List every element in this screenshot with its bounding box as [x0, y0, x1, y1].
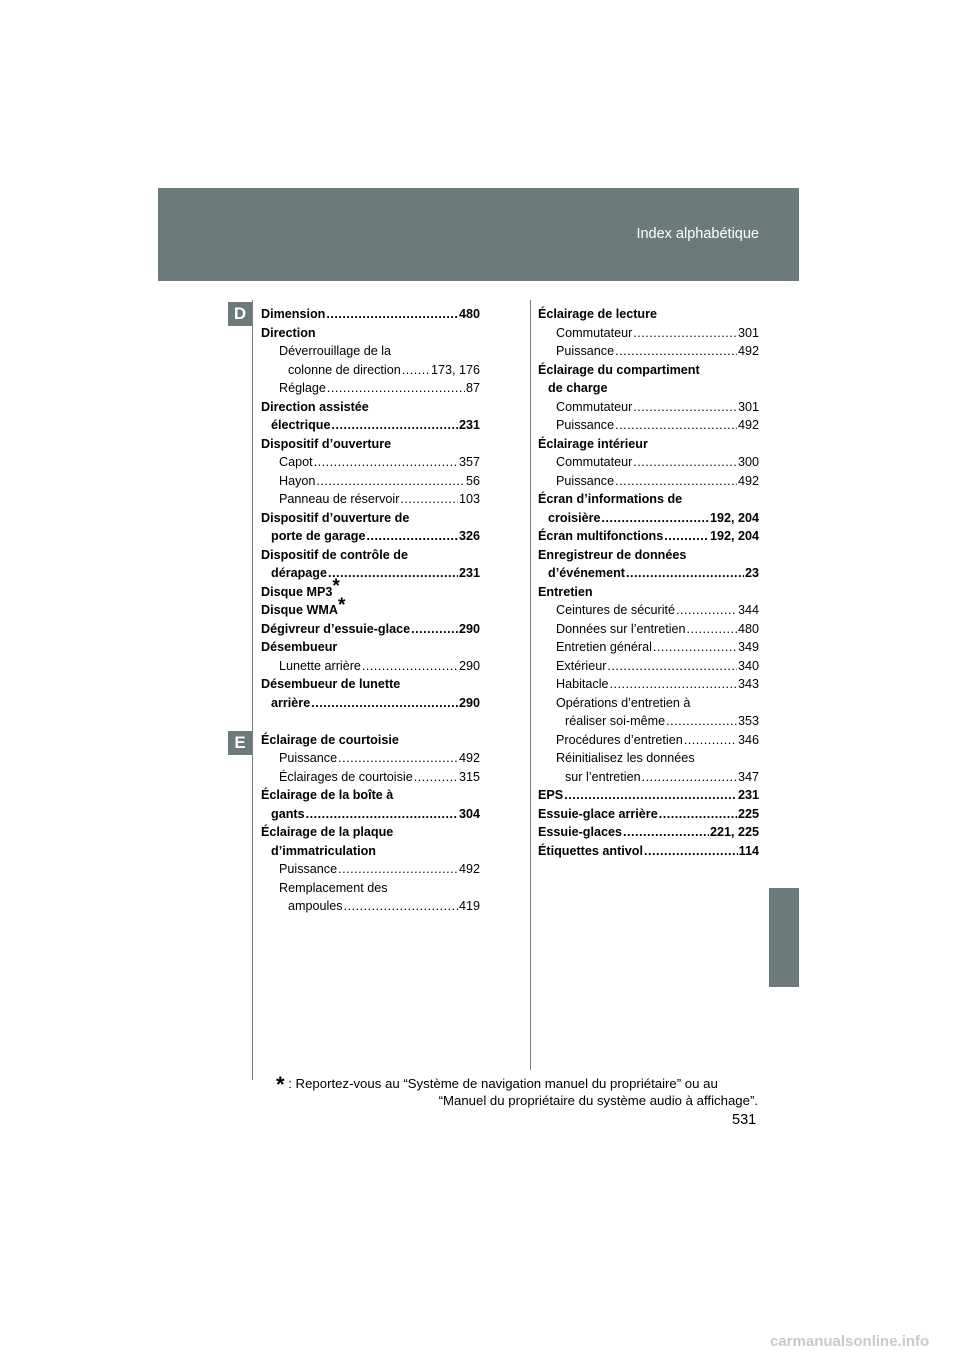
index-heading: d’immatriculation	[271, 843, 376, 858]
index-heading: Éclairage de la plaque	[261, 825, 394, 839]
index-entry: Entretien général ..... 349	[538, 638, 759, 657]
letter-badge-e: E	[228, 731, 252, 755]
index-entry: gants ..... 304	[261, 805, 480, 824]
footnote-asterisk: *	[276, 1072, 285, 1097]
footnote	[276, 1072, 758, 1109]
index-subheading: Opérations d’entretien à	[556, 695, 691, 710]
index-entry: ampoules ..... 419	[261, 897, 480, 916]
index-heading: Éclairage de courtoisie	[261, 732, 399, 747]
section-gap	[261, 712, 480, 731]
index-entry: sur l’entretien ..... 347	[538, 768, 759, 787]
index-entry: dérapage ..... 231	[261, 564, 480, 583]
index-entry: Puissance ..... 492	[261, 749, 480, 768]
index-entry: porte de garage ..... 326	[261, 527, 480, 546]
index-entry: Dimension ..... 480	[261, 305, 480, 324]
footnote-line-1: * : Reportez-vous au “Système de navigation manuel du propriétaire” ou au	[276, 1072, 718, 1097]
index-entry: Essuie-glaces ..... 221, 225	[538, 823, 759, 842]
index-entry: Commutateur ..... 300	[538, 453, 759, 472]
index-entry: Puissance ..... 492	[538, 472, 759, 491]
index-heading: Éclairage de la boîte à	[261, 788, 394, 802]
index-entry: Hayon ..... 56	[261, 472, 480, 491]
index-heading: Éclairage intérieur	[538, 436, 648, 451]
column-divider-left	[252, 300, 253, 1080]
index-entry: Essuie-glace arrière ..... 225	[538, 805, 759, 824]
index-subheading: Réinitialisez les données	[556, 751, 695, 765]
index-heading: Écran d’informations de	[538, 492, 683, 506]
index-entry: Puissance ..... 492	[261, 860, 480, 879]
header-band	[158, 188, 799, 281]
index-heading: de charge	[548, 381, 608, 395]
index-entry: Ceintures de sécurité ..... 344	[538, 601, 759, 620]
index-subheading: Déverrouillage de la	[279, 344, 392, 358]
index-heading: Disque MP3*	[261, 576, 340, 599]
index-entry: colonne de direction ..... 173, 176	[261, 361, 480, 380]
index-entry: EPS ..... 231	[538, 786, 759, 805]
index-heading: Désembueur	[261, 640, 338, 654]
index-column-left	[261, 305, 480, 916]
index-entry: Éclairages de courtoisie ..... 315	[261, 768, 480, 787]
index-heading: Entretien	[538, 584, 593, 599]
index-heading: Dispositif d’ouverture de	[261, 510, 410, 525]
index-entry: croisière ..... 192, 204	[538, 509, 759, 528]
index-heading: Désembueur de lunette	[261, 677, 401, 691]
index-heading: Dispositif de contrôle de	[261, 547, 408, 562]
index-entry: électrique ..... 231	[261, 416, 480, 435]
index-entry: d’événement ..... 23	[538, 564, 759, 583]
index-heading: Direction assistée	[261, 399, 369, 414]
watermark: carmanualsonline.info	[770, 1333, 930, 1350]
chapter-side-tab	[769, 888, 799, 987]
index-heading: Dispositif d’ouverture	[261, 436, 392, 451]
index-column-right	[538, 305, 759, 860]
index-entry: Écran multifonctions ..... 192, 204	[538, 527, 759, 546]
index-entry: Étiquettes antivol ..... 114	[538, 842, 759, 861]
asterisk-mark: *	[337, 594, 346, 616]
index-entry: Réglage ..... 87	[261, 379, 480, 398]
index-heading: Disque WMA*	[261, 594, 346, 617]
index-entry: Panneau de réservoir ..... 103	[261, 490, 480, 509]
index-heading: Enregistreur de données	[538, 547, 687, 562]
letter-badge-d: D	[228, 302, 252, 326]
footnote-line-2: “Manuel du propriétaire du système audio à affichage”.	[438, 1093, 758, 1108]
index-entry: Capot ..... 357	[261, 453, 480, 472]
index-entry: Procédures d’entretien ..... 346	[538, 731, 759, 750]
page-number: 531	[732, 1112, 757, 1128]
index-entry: Puissance ..... 492	[538, 416, 759, 435]
index-entry: Dégivreur d’essuie-glace ..... 290	[261, 620, 480, 639]
index-entry: Commutateur ..... 301	[538, 398, 759, 417]
index-entry: réaliser soi-même ..... 353	[538, 712, 759, 731]
index-heading: Éclairage du compartiment	[538, 362, 700, 377]
index-entry: arrière ..... 290	[261, 694, 480, 713]
index-heading: Éclairage de lecture	[538, 307, 658, 321]
index-heading: Direction	[261, 325, 316, 340]
index-entry: Habitacle ..... 343	[538, 675, 759, 694]
index-entry: Extérieur ..... 340	[538, 657, 759, 676]
index-entry: Puissance ..... 492	[538, 342, 759, 361]
section-title: Index alphabétique	[636, 226, 759, 242]
index-subheading: Remplacement des	[279, 880, 388, 895]
index-entry: Commutateur ..... 301	[538, 324, 759, 343]
column-divider-middle	[530, 300, 531, 1070]
index-entry: Données sur l’entretien ..... 480	[538, 620, 759, 639]
index-entry: Lunette arrière ..... 290	[261, 657, 480, 676]
asterisk-mark: *	[332, 576, 340, 598]
